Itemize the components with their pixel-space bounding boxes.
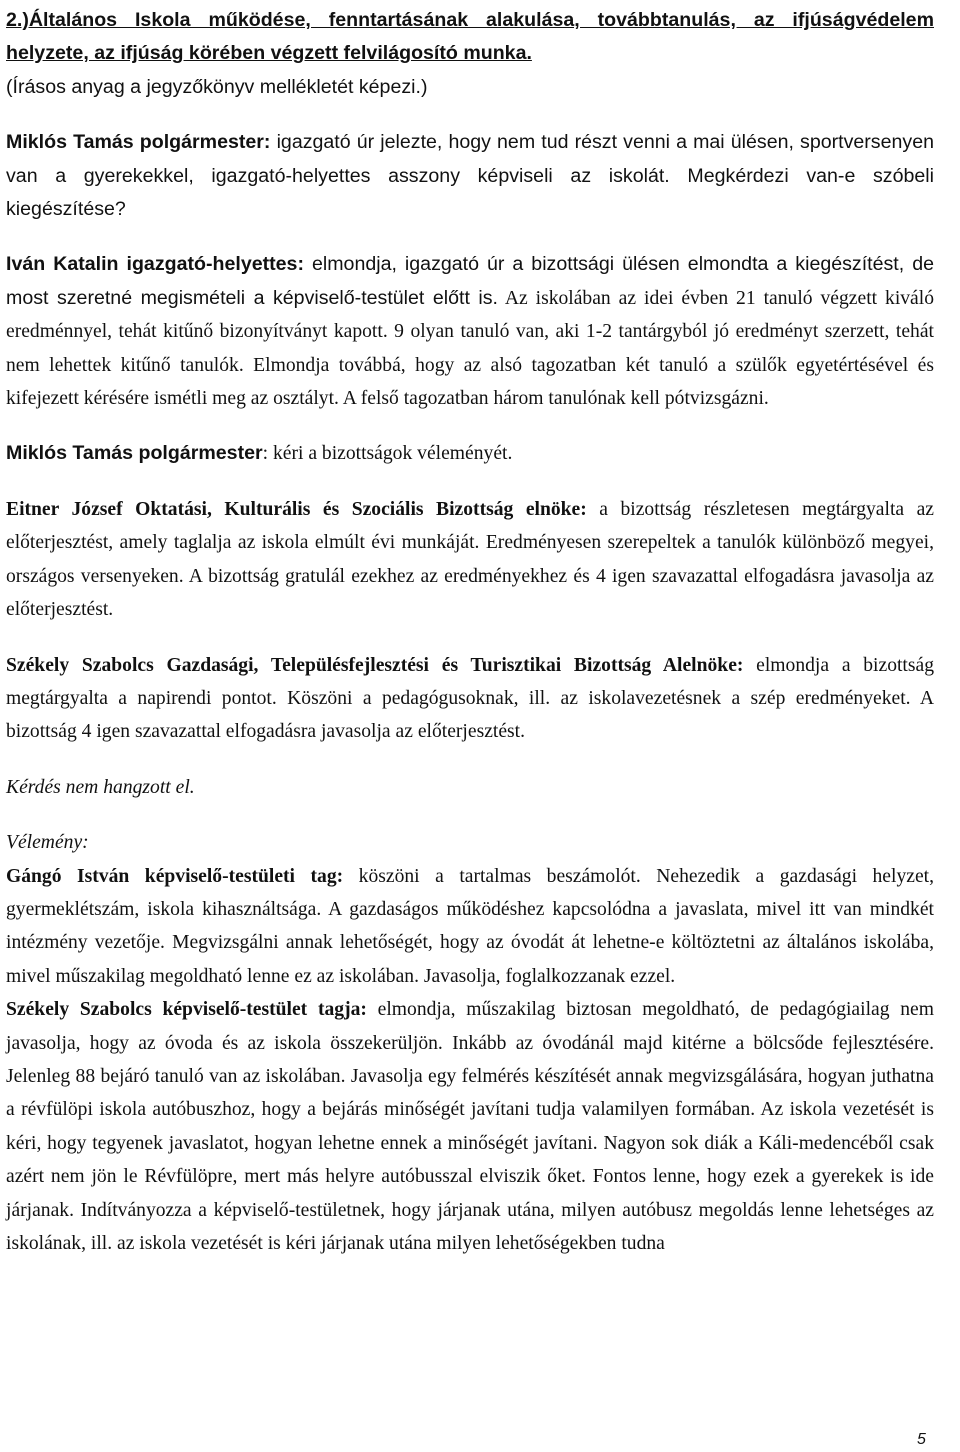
speaker-label: Miklós Tamás polgármester [6, 442, 263, 465]
paragraph-text-4: A felső tagozatban három tanulónak kell pótvizsgázni. [338, 388, 769, 410]
paragraph-deputy-principal [6, 248, 934, 415]
opinion-gango [6, 860, 934, 994]
speaker-label: Iván Katalin igazgató-helyettes: [6, 253, 304, 276]
paragraph-economic-committee [6, 649, 934, 749]
document-page [6, 4, 934, 1260]
paragraph-education-committee [6, 493, 934, 627]
page-number: 5 [917, 1431, 926, 1448]
paragraph-text: köszöni a tartalmas beszámolót. Nehezedik a gazdasági helyzet, gyermeklétszám, iskola kihasználtsága. A gazdaságos működéshez kapcsolódna a javaslata, mivel itt van mindkét intézmény vezetője. Megvizsgálni annak lehetőségét, hogy az óvodát át lehetne-e költöztetni az általános iskolába, mivel műszakilag megoldható lenne ez az iskolában. Javasolja, foglalkozzanak ezzel. [6, 865, 934, 987]
paragraph-text: : kéri a bizottságok véleményét. [262, 443, 513, 465]
opinion-label: Vélemény: [6, 832, 89, 854]
paragraph-text: a bizottság részletesen megtárgyalta az előterjesztést, amely taglalja az iskola elmúlt évi munkáját. Eredményesen szerepeltek a tanulók különböző megyei, országos versenyeken. A bizottság gratulál ezekhez az eredményekhez és 4 igen szavazattal elfogadásra javasolja az előterjesztést. [6, 498, 934, 621]
paragraph-text-3: Elmondja továbbá, hogy az alsó tagozatban két tanuló a szülők egyetértésével és kifejezett kérésére ismétli meg az osztályt. [6, 354, 934, 410]
paragraph-mayor-request [6, 437, 934, 470]
speaker-label: Miklós Tamás polgármester: [6, 131, 271, 154]
section-title: 2.)Általános Iskola működése, fenntartásának alakulása, továbbtanulás, az ifjúságvédelem helyzete, az ifjúság körében végzett felvilágosító munka. [6, 9, 934, 65]
paragraph-text: elmondja, műszakilag biztosan megoldható, de pedagógiailag nem javasolja, hogy az óvoda és az iskola összekerüljön. Inkább az óvodánál majd kitérne a bölcsőde fejlesztésére. Jelenleg 88 bejáró tanuló van az iskolában. Javasolja egy felmérés készítését annak megvizsgálására, hogyan juthatna a révfülöpi iskola autóbuszhoz, hogy a bejárás minőségét javítani tudja valamilyen formában. Az iskola vezetését is kéri, hogy tegyenek javaslatot, hogyan lehetne ennek a minőségét javítani. Nagyon sok diák a Káli-medencéből csak azért nem jön le Révfülöpre, mert más helyre autóbusszal elviszik őket. Fontos lenne, hogy ezek a gyerekek is ide járjanak. Indítványozza a képviselő-testületnek, hogy járjanak utána, milyen autóbusz megoldás lenne lehetséges az iskolának, ill. az iskola vezetését is kéri járjanak utána milyen lehetőségekben tudna [6, 999, 934, 1254]
paragraph-text: igazgató úr jelezte, hogy nem tud részt venni a mai ülésen, sportversenyen van a gyerekekkel, igazgató-helyettes asszony képviseli az iskolát. Megkérdezi van-e szóbeli kiegészítése? [6, 131, 934, 221]
speaker-label: Székely Szabolcs Gazdasági, Településfejlesztési és Turisztikai Bizottság Alelnöke: [6, 654, 744, 676]
speaker-label: Gángó István képviselő-testületi tag: [6, 865, 344, 887]
paragraph-text: elmondja a bizottság megtárgyalta a napirendi pontot. Köszöni a pedagógusoknak, ill. az iskolavezetésnek a szép eredményeket. A bizottság 4 igen szavazattal elfogadásra javasolja az előterjesztést. [6, 654, 934, 743]
paragraph-mayor-intro [6, 126, 934, 226]
opinion-szekely [6, 993, 934, 1260]
speaker-label: Székely Szabolcs képviselő-testület tagja: [6, 999, 367, 1021]
paragraph-text-2: Az iskolában az idei évben 21 tanuló végzett kiváló eredménnyel, tehát kitűnő bizonyítványt kapott. 9 olyan tanuló van, aki 1-2 tantárgyból jó eredményt szerzett, tehát nem lehettek kitűnő tanulók. [6, 287, 934, 376]
section-heading [6, 4, 934, 71]
section-note: (Írásos anyag a jegyzőkönyv mellékletét képezi.) [6, 75, 428, 98]
no-question-note: Kérdés nem hangzott el. [6, 776, 195, 798]
paragraph-text: elmondja, igazgató úr a bizottsági ülésen elmondta a kiegészítést, de most szeretné megismételi a képviselő-testület előtt is. [6, 253, 934, 309]
speaker-label: Eitner József Oktatási, Kulturális és Szociális Bizottság elnöke: [6, 498, 587, 520]
